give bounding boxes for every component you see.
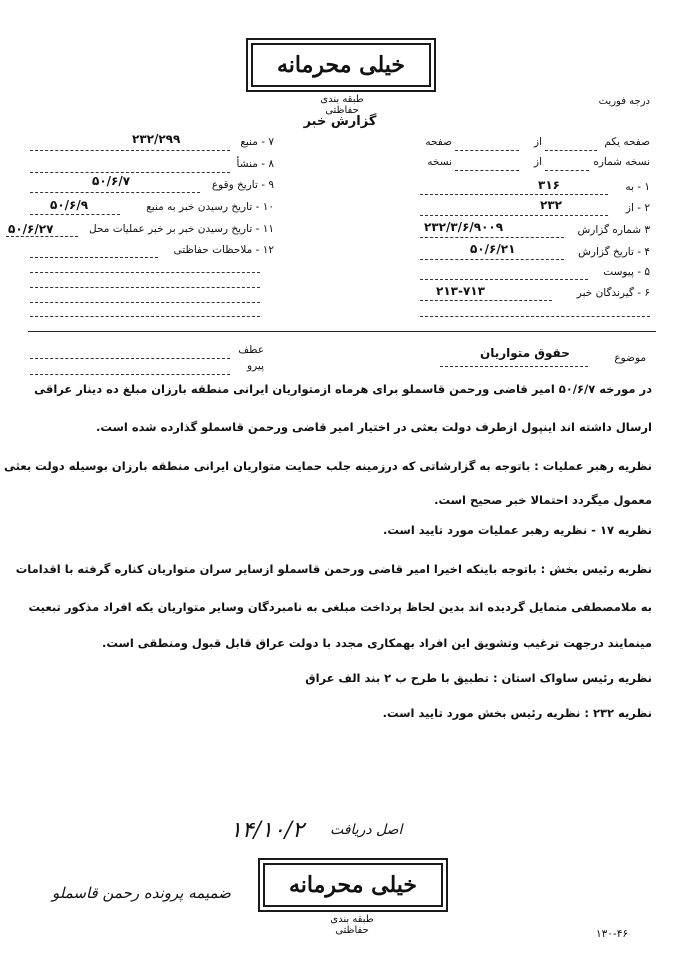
field-received-ops-line [6, 236, 78, 237]
subject-value: حقوق متواریان [480, 346, 570, 360]
handwritten-date: ۱۴/۱۰/۲ [230, 818, 304, 843]
body-line-5: نظریه ۱۷ - نظریه رهبر عملیات مورد تایید است. [382, 523, 652, 537]
field-recipients-line [420, 300, 552, 301]
field-security-notes-label: ۱۲ - ملاحظات حفاظتی [173, 244, 274, 256]
section-divider [28, 331, 656, 332]
body-line-2: ارسال داشته اند اینپول ازطرف دولت بعثی در اختیار امیر قاضی ورحمن قاسملو گذارده شده است. [96, 420, 652, 434]
handwritten-signature: ضمیمه پرونده رحمن قاسملو [52, 884, 231, 902]
top-classification-stamp [246, 38, 436, 92]
field-received-source-label: ۱۰ - تاریخ رسیدن خبر به منبع [146, 201, 274, 213]
field-to-value: ۳۱۶ [538, 178, 560, 192]
field-occurrence-date-line [30, 192, 200, 193]
notes-line-5 [30, 316, 260, 317]
body-line-6: نظریه رئیس بخش : باتوجه باینکه اخیرا امیر قاضی ورحمن قاسملو ازسایر سران متواریان کناره گرفته با اقدامات [15, 562, 652, 576]
copy-suffix: نسخه [427, 156, 452, 168]
copy-line-1 [545, 170, 589, 171]
top-stamp-text: خیلی محرمانه [276, 52, 406, 78]
field-received-ops-value: ۵۰/۶/۲۷ [8, 222, 54, 236]
report-title: گزارش خبر [303, 114, 377, 129]
recipients-line-2 [420, 316, 650, 317]
field-source-value: ۲۳۲/۲۹۹ [132, 132, 181, 146]
body-line-3: نظریه رهبر عملیات : باتوجه به گزارشاتی که درزمینه جلب حمایت متواریان ایرانی منطقه بارزان بوسیله دولت بعثی [4, 459, 652, 473]
field-report-number-value: ۲۳۲/۳/۶/۹۰۰۹ [424, 220, 504, 234]
field-to-label: ۱ - به [625, 181, 650, 193]
body-line-9: نظریه رئیس ساواک استان : تطبیق با طرح ب ۲ بند الف عراق [305, 671, 652, 685]
subject-followup-line [30, 374, 230, 375]
bottom-stamp-text: خیلی محرمانه [288, 872, 418, 898]
field-origin-line [30, 172, 230, 173]
field-recipients-label: ۶ - گیرندگان خبر [576, 287, 650, 299]
notes-line-4 [30, 302, 260, 303]
page-label: صفحه یکم [604, 136, 650, 148]
field-report-date-label: ۴ - تاریخ گزارش [578, 246, 650, 258]
priority-label: درجه فوریت [598, 96, 650, 107]
field-received-ops-label: ۱۱ - تاریخ رسیدن خبر بر خبر عملیات محل [89, 223, 274, 235]
page-from-label: از [534, 136, 542, 148]
bottom-classification-label: طبقه بندی حفاظتی [330, 914, 374, 936]
subject-followup-label: پیرو [247, 360, 264, 372]
field-source-line [30, 150, 230, 151]
field-attachment-line [420, 279, 588, 280]
field-report-date-value: ۵۰/۶/۲۱ [470, 242, 516, 256]
notes-line-3 [30, 287, 260, 288]
field-from-line [420, 215, 608, 216]
field-report-date-line [420, 259, 564, 260]
field-to-line [420, 194, 608, 195]
body-line-7: به ملامصطفی متمایل گردیده اند بدین لحاظ پرداخت مبلغی به نامبردگان وسایر متواریان یکه افراد مذکور تبعیت [28, 600, 652, 614]
field-from-label: ۲ - از [625, 202, 650, 214]
field-recipients-value: ۲۱۳-۷۱۳ [436, 284, 485, 298]
page-suffix: صفحه [425, 136, 452, 148]
field-report-number-line [420, 237, 564, 238]
handwritten-note: اصل دریافت [330, 822, 403, 838]
field-security-notes-line [30, 257, 158, 258]
copy-from-label: از [534, 156, 542, 168]
field-received-source-value: ۵۰/۶/۹ [50, 198, 89, 212]
field-received-source-line [30, 214, 120, 215]
field-from-value: ۲۳۲ [540, 198, 562, 212]
page-line-1 [545, 150, 597, 151]
body-line-4: معمول میگردد احتمالا خبر صحیح است. [434, 493, 652, 507]
top-classification-label: طبقه بندی حفاظتی [320, 94, 364, 116]
field-origin-label: ۸ - منشأ [236, 158, 274, 170]
subject-ref-line [30, 358, 230, 359]
subject-line [440, 366, 588, 367]
bottom-classification-stamp [258, 858, 448, 912]
subject-ref-label: عطف [238, 344, 264, 356]
body-line-10: نظریه ۲۳۲ : نظریه رئیس بخش مورد تایید است. [382, 706, 652, 720]
body-line-8: مینمایند درجهت ترغیب وتشویق این افراد بهمکاری مجدد با دولت عراق قابل قبول ومنطقی است. [101, 636, 652, 650]
copy-label: نسخه شماره [593, 156, 650, 168]
notes-line-2 [30, 272, 260, 273]
page-line-2 [455, 150, 519, 151]
field-occurrence-date-label: ۹ - تاریخ وقوع [211, 179, 274, 191]
field-occurrence-date-value: ۵۰/۶/۷ [92, 174, 131, 188]
subject-label: موضوع [614, 352, 646, 364]
field-attachment-label: ۵ - پیوست [603, 266, 650, 278]
field-report-number-label: ۳ شماره گزارش [577, 224, 650, 236]
body-line-1: در مورخه ۵۰/۶/۷ امیر قاضی ورحمن قاسملو برای هرماه ازمتواریان ایرانی منطقه بارزان مبلغ ده دینار عراقی [34, 382, 652, 396]
field-source-label: ۷ - منبع [240, 136, 274, 148]
form-code: ۱۳۰-۴۶ [596, 928, 628, 940]
copy-line-2 [455, 170, 519, 171]
